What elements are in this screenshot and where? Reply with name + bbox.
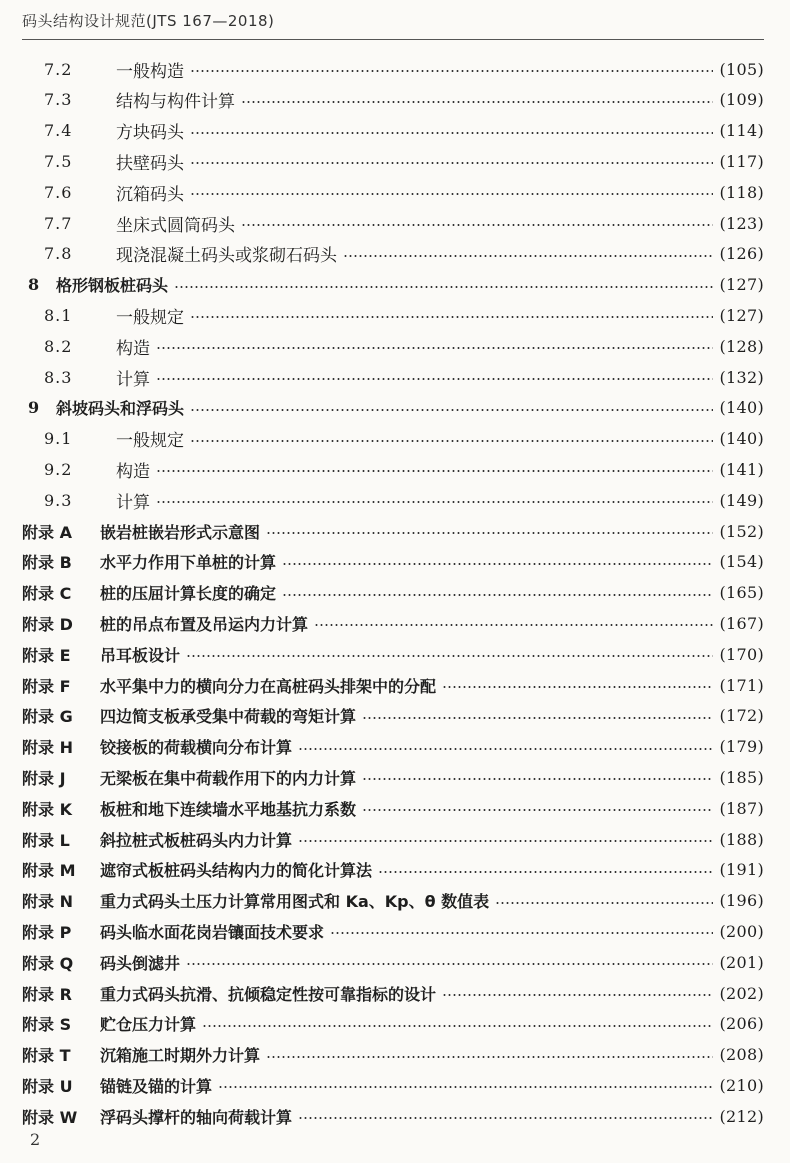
toc-entry: [22, 1011, 764, 1037]
toc-entry: [22, 734, 764, 760]
toc-entry-title: 现浇混凝土码头或浆砌石码头: [116, 246, 337, 267]
toc-entry-page: (118): [719, 182, 764, 202]
toc-entry-number: 9: [28, 398, 40, 418]
toc-entry-page: (132): [719, 367, 764, 387]
dot-leader: [190, 132, 713, 134]
dot-leader: [298, 840, 713, 842]
toc-entry-page: (149): [719, 490, 764, 510]
dot-leader: [218, 1086, 713, 1088]
toc-entry-number: 附录 B: [22, 553, 72, 573]
toc-entry-title: 一般构造: [116, 61, 184, 82]
dot-leader: [190, 193, 713, 195]
toc-entry: [22, 333, 764, 359]
toc-entry-number: 附录 L: [22, 830, 70, 850]
toc-entry-title: 扶壁码头: [116, 153, 184, 174]
toc-entry-title: 构造: [116, 461, 150, 482]
toc-entry: [22, 1072, 764, 1098]
toc-entry: [22, 918, 764, 944]
toc-entry-number: 附录 J: [22, 768, 66, 788]
toc-entry-title: 斜拉桩式板桩码头内力计算: [100, 830, 293, 850]
toc-entry-number: 附录 A: [22, 522, 72, 542]
toc-entry-title: 遮帘式板桩码头结构内力的简化计算法: [100, 861, 373, 881]
toc-entry: [22, 580, 764, 606]
toc-entry-number: 9.1: [44, 429, 73, 449]
dot-leader: [378, 871, 713, 873]
toc-entry-page: (179): [719, 737, 764, 757]
toc-entry-page: (105): [719, 59, 764, 79]
toc-entry-page: (140): [719, 429, 764, 449]
toc-entry: [22, 302, 764, 328]
toc-entry-title: 构造: [116, 338, 150, 359]
toc-entry-title: 一般规定: [116, 431, 184, 452]
toc-entry-page: (165): [719, 583, 764, 603]
toc-entry-number: 附录 U: [22, 1076, 73, 1096]
toc-entry: [22, 549, 764, 575]
toc-entry-title: 水平集中力的横向分力在高桩码头排架中的分配: [100, 676, 437, 696]
toc-entry-number: 7.4: [44, 121, 73, 141]
toc-entry-title: 计算: [116, 492, 150, 513]
toc-entry-title: 方块码头: [116, 123, 184, 144]
dot-leader: [190, 409, 713, 411]
toc-entry-page: (126): [719, 244, 764, 264]
toc-entry-page: (128): [719, 336, 764, 356]
toc-entry-page: (154): [719, 552, 764, 572]
toc-entry-page: (188): [719, 829, 764, 849]
toc-entry: [22, 672, 764, 698]
toc-entry-number: 7.6: [44, 182, 73, 202]
toc-entry-page: (127): [719, 305, 764, 325]
toc-entry-number: 附录 H: [22, 738, 73, 758]
dot-leader: [186, 963, 713, 965]
toc-entry-page: (212): [719, 1106, 764, 1126]
toc-entry-number: 附录 T: [22, 1046, 71, 1066]
toc-entry-number: 附录 D: [22, 614, 73, 634]
toc-entry-title: 重力式码头土压力计算常用图式和 Ka、Kp、θ 数值表: [100, 892, 490, 912]
toc-entry-page: (109): [719, 90, 764, 110]
toc-entry-title: 水平力作用下单桩的计算: [100, 553, 277, 573]
toc-entry: [22, 857, 764, 883]
toc-entry-title: 锚链及锚的计算: [100, 1076, 213, 1096]
dot-leader: [298, 1117, 713, 1119]
toc-entry-title: 嵌岩桩嵌岩形式示意图: [100, 522, 261, 542]
toc-entry: [22, 272, 764, 298]
dot-leader: [442, 686, 713, 688]
dot-leader: [174, 286, 713, 288]
toc-entry-number: 8.3: [44, 367, 73, 387]
toc-entry-number: 附录 S: [22, 1015, 72, 1035]
toc-entry: [22, 641, 764, 667]
toc-entry-page: (201): [719, 952, 764, 972]
toc-entry: [22, 426, 764, 452]
dot-leader: [266, 532, 713, 534]
dot-leader: [362, 778, 713, 780]
toc-entry-page: (140): [719, 398, 764, 418]
page-number: 2: [30, 1130, 41, 1149]
toc-entry: [22, 610, 764, 636]
dot-leader: [190, 70, 713, 72]
toc-entry-title: 吊耳板设计: [100, 645, 181, 665]
toc-entry-number: 附录 C: [22, 584, 72, 604]
toc-entry-page: (202): [719, 983, 764, 1003]
toc-entry-title: 计算: [116, 369, 150, 390]
dot-leader: [266, 1056, 713, 1058]
toc-entry-number: 7.7: [44, 213, 73, 233]
toc-entry-title: 板桩和地下连续墙水平地基抗力系数: [100, 799, 357, 819]
toc-entry-title: 格形钢板桩码头: [56, 276, 169, 296]
toc-entry-title: 结构与构件计算: [116, 92, 235, 113]
toc-entry-page: (187): [719, 798, 764, 818]
toc-entry-title: 桩的吊点布置及吊运内力计算: [100, 614, 309, 634]
dot-leader: [156, 378, 713, 380]
toc-entry-title: 铰接板的荷载横向分布计算: [100, 738, 293, 758]
toc-entry-page: (117): [719, 151, 764, 171]
toc-entry: [22, 56, 764, 82]
running-header: 码头结构设计规范(JTS 167—2018): [22, 10, 764, 40]
toc-entry: [22, 395, 764, 421]
dot-leader: [298, 748, 713, 750]
dot-leader: [442, 994, 713, 996]
dot-leader: [282, 563, 713, 565]
toc-entry-page: (210): [719, 1075, 764, 1095]
toc-entry-page: (141): [719, 459, 764, 479]
toc-entry-page: (206): [719, 1014, 764, 1034]
dot-leader: [156, 470, 713, 472]
toc-entry-number: 9.2: [44, 459, 73, 479]
toc-entry-title: 无梁板在集中荷载作用下的内力计算: [100, 768, 357, 788]
toc-entry-title: 沉箱码头: [116, 184, 184, 205]
dot-leader: [156, 501, 713, 503]
toc-entry-number: 9.3: [44, 490, 73, 510]
toc-entry: [22, 241, 764, 267]
toc-entry: [22, 148, 764, 174]
dot-leader: [241, 101, 713, 103]
toc-entry: [22, 795, 764, 821]
toc-entry-title: 桩的压屈计算长度的确定: [100, 584, 277, 604]
toc-entry-page: (171): [719, 675, 764, 695]
toc-entry-number: 附录 K: [22, 799, 72, 819]
toc-entry-page: (152): [719, 521, 764, 541]
toc-entry: [22, 1042, 764, 1068]
toc-entry-page: (200): [719, 921, 764, 941]
toc-entry: [22, 179, 764, 205]
dot-leader: [362, 717, 713, 719]
toc-entry-number: 附录 F: [22, 676, 71, 696]
toc-entry-title: 码头倒滤井: [100, 953, 181, 973]
dot-leader: [495, 902, 713, 904]
toc-entry-number: 8: [28, 275, 40, 295]
dot-leader: [156, 347, 713, 349]
dot-leader: [202, 1025, 713, 1027]
toc-entry-page: (167): [719, 613, 764, 633]
toc-entry-title: 一般规定: [116, 307, 184, 328]
toc-entry-title: 浮码头撑杆的轴向荷载计算: [100, 1107, 293, 1127]
toc-entry-number: 附录 Q: [22, 953, 74, 973]
toc-entry-number: 8.2: [44, 336, 73, 356]
toc-entry: [22, 826, 764, 852]
toc-entry: [22, 210, 764, 236]
toc-entry-page: (208): [719, 1045, 764, 1065]
toc-entry-number: 附录 R: [22, 984, 72, 1004]
toc-entry-page: (170): [719, 644, 764, 664]
toc-entry-number: 附录 P: [22, 922, 72, 942]
toc-entry-number: 附录 W: [22, 1107, 78, 1127]
toc-entry-number: 附录 E: [22, 645, 71, 665]
dot-leader: [362, 809, 713, 811]
dot-leader: [190, 162, 713, 164]
toc-entry-title: 贮仓压力计算: [100, 1015, 197, 1035]
toc-entry-page: (123): [719, 213, 764, 233]
toc-entry-page: (185): [719, 767, 764, 787]
toc-entry: [22, 118, 764, 144]
toc-entry-title: 沉箱施工时期外力计算: [100, 1046, 261, 1066]
toc-entry-title: 码头临水面花岗岩镶面技术要求: [100, 922, 325, 942]
toc-entry: [22, 1103, 764, 1129]
toc-entry: [22, 487, 764, 513]
toc-entry-number: 附录 M: [22, 861, 76, 881]
toc-entry-title: 重力式码头抗滑、抗倾稳定性按可靠指标的设计: [100, 984, 437, 1004]
dot-leader: [330, 932, 713, 934]
toc-entry-title: 坐床式圆筒码头: [116, 215, 235, 236]
toc-entry: [22, 949, 764, 975]
toc-entry-page: (191): [719, 860, 764, 880]
toc-entry-number: 7.8: [44, 244, 73, 264]
toc-entry: [22, 456, 764, 482]
toc-entry-page: (127): [719, 275, 764, 295]
toc-entry-page: (172): [719, 706, 764, 726]
toc-entry-number: 附录 N: [22, 892, 73, 912]
dot-leader: [241, 224, 713, 226]
toc-entry: [22, 364, 764, 390]
dot-leader: [282, 594, 713, 596]
dot-leader: [186, 655, 713, 657]
dot-leader: [343, 255, 713, 257]
dot-leader: [190, 316, 713, 318]
toc-entry-number: 7.5: [44, 151, 73, 171]
dot-leader: [314, 624, 713, 626]
toc-entry-title: 四边简支板承受集中荷载的弯矩计算: [100, 707, 357, 727]
toc-entry-number: 8.1: [44, 305, 73, 325]
dot-leader: [190, 440, 713, 442]
toc-entry: [22, 87, 764, 113]
toc-entry-page: (196): [719, 891, 764, 911]
toc-entry: [22, 764, 764, 790]
toc-entry-number: 附录 G: [22, 707, 73, 727]
toc-entry-page: (114): [719, 121, 764, 141]
toc-entry: [22, 518, 764, 544]
toc-entry-number: 7.3: [44, 90, 73, 110]
toc-entry: [22, 703, 764, 729]
toc-entry-title: 斜坡码头和浮码头: [56, 399, 185, 419]
toc-entry: [22, 980, 764, 1006]
toc-entry-number: 7.2: [44, 59, 73, 79]
toc-entry: [22, 888, 764, 914]
